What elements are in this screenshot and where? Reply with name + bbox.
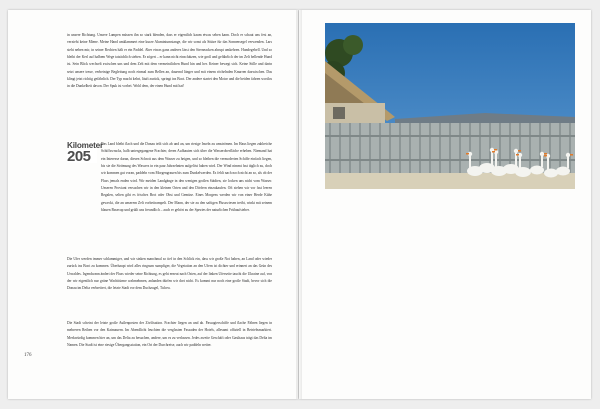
text-block-1	[67, 32, 272, 128]
text-block-2	[67, 141, 272, 249]
paragraph-4: Die Stadt scheint der letzte große Außenposten der Zivilisation. Frachter liegen an und ab. Passagierschiffe und flache Fähren liegen in mehreren Reihen vor den Kaimauern. Im Abendlicht leuchten die verglasten Fassaden der Hotels, allesamt offiziell in Betriebsmarkiert. Merkwürdig kommen hier an, um das Delta zu besuchen, andere, um es zu verlassen. Jedes zweite Geschäft oder Gasthaus trägt das Delta im Namen. Die Stadt ist eine riesige Übergangsstation, ein Ort der Durchreise, auch wir paddeln weiter.	[67, 321, 272, 347]
photo-geese-fence	[325, 23, 575, 189]
paragraph-1: in unsere Richtung. Unsere Lampen müssen ihn so stark blenden, dass er eigentlich kaum etwas sehen kann. Doch er schaut uns fest an, verzieht keine Miene. Meine Hand umklammert eine kurze Aluminiumstange, die wir sonst als Stütze für das Sonnensegel verwenden. Lars steht neben mir, in seiner Rechten hält er ein Paddel. Aber etwas ganz anderes lässt den Sterneacken abrupt umkehren. Hundegebell. Und so bleibt der Kerl auf halbem Wege tatsächlich stehen. Er zögert – er kann nicht einschätzen, wie groß und gefährlich der im Zelt bellende Hund ist. Sein Blick wechselt zwischen uns und dem Zelt mit dem vermeintlichen Hund hin und her. Keiner bewegt sich. Keine Stille und darin setzt unsere treue, verbeinige Begleitung noch einmal zum Bellen an, dauernd länger und mit einem röchelnden Knurren dazwischen. Das klingt jetzt richtig gefährlich. Der Typ macht kehrt, läuft zurück, springt ins Boot. Der andere startet den Motor und die beiden fahren wortlos in die Dunkelheit davon. Der Spuk ist vorbei. Wohl dem, der einen Hund mit hat!	[67, 33, 272, 89]
paragraph-2: Das Land bleibt flach und die Donau teilt sich ab und an, um riesige Inseln zu umströmen. Im Haus liegen zahlreiche Schiffswracks, halb untergegangene Frachter, deren Aufbauten sich über die Wasseroberfläche erheben. Niemand hat ein Interesse daran, diesen Schrott aus dem Wasser zu heigen, und so bleiben die vermoderten Schiffe einfach liegen, bis sie die Strömung des Wassers in ein paar Jahrzehnten aufgelöst haben wird. Der Wind nimmt fast täglich zu, doch wir kommen gut voran, paddeln vom Morgengrauen bis zum Dunkelwerden. Es fehlt nach noch nicht an so, als ob der Fluss jemals enden wird. Wir meiden Landgänge in den wenigen großen Städten, sie locken uns nicht vom Wasser. Unseren Proviant versuchen wir in den kleinen Orten und den Dörfern einzukaufen. Oft stehen wir vor fast leeren Regalen, selten gibt es frisches Brot oder Obst und Gemüse. Eines Morgens werden wir von einer Herde Kühe geweckt, die an unserem Zelt vorbeitrampelt. Der Mann, der sie zu den saftigen Flusswiesen treibt, winkt mit seinem blauen Basecap und grüßt uns freundlich – auch er gehört zu der Spezies der naturlichen Frühaufsteher.	[101, 142, 272, 212]
kilometer-marker	[67, 141, 103, 165]
paragraph-3: Die Ufer werden immer schlammiger, und wir sinken manchmal so tief in den Schlick ein, dass wir große Not haben, an Land oder wieder zurück ins Boot zu kommen. Überhaupt wird alles ringsum sumpfiger, die Vegetation an den Ufern ist dichter und erinnert an das Grün des Urwaldes. Irgendwann ändert der Fluss wieder seine Richtung, es geht erneut nach Osten, auf der linken Uferseite taucht die Ukraine auf, von der wir eigentlich nur grüne Wachttürme wahrnehmen, anlanden dürfen wir dort nicht. Es kommt nur noch eine große Stadt, bevor sich die Donau im Delta verbreitert, die letzte Stadt vor dem Duchzugel, Tulcea.	[67, 257, 272, 291]
kilometer-number: 205	[67, 148, 91, 165]
page-number: 176	[24, 353, 32, 358]
photo-illustration	[325, 23, 575, 189]
ground	[325, 173, 575, 189]
text-block-3	[67, 256, 272, 318]
text-block-4	[67, 320, 272, 372]
book-gutter	[296, 10, 302, 399]
kilometer-label: Kilometer	[67, 141, 103, 150]
